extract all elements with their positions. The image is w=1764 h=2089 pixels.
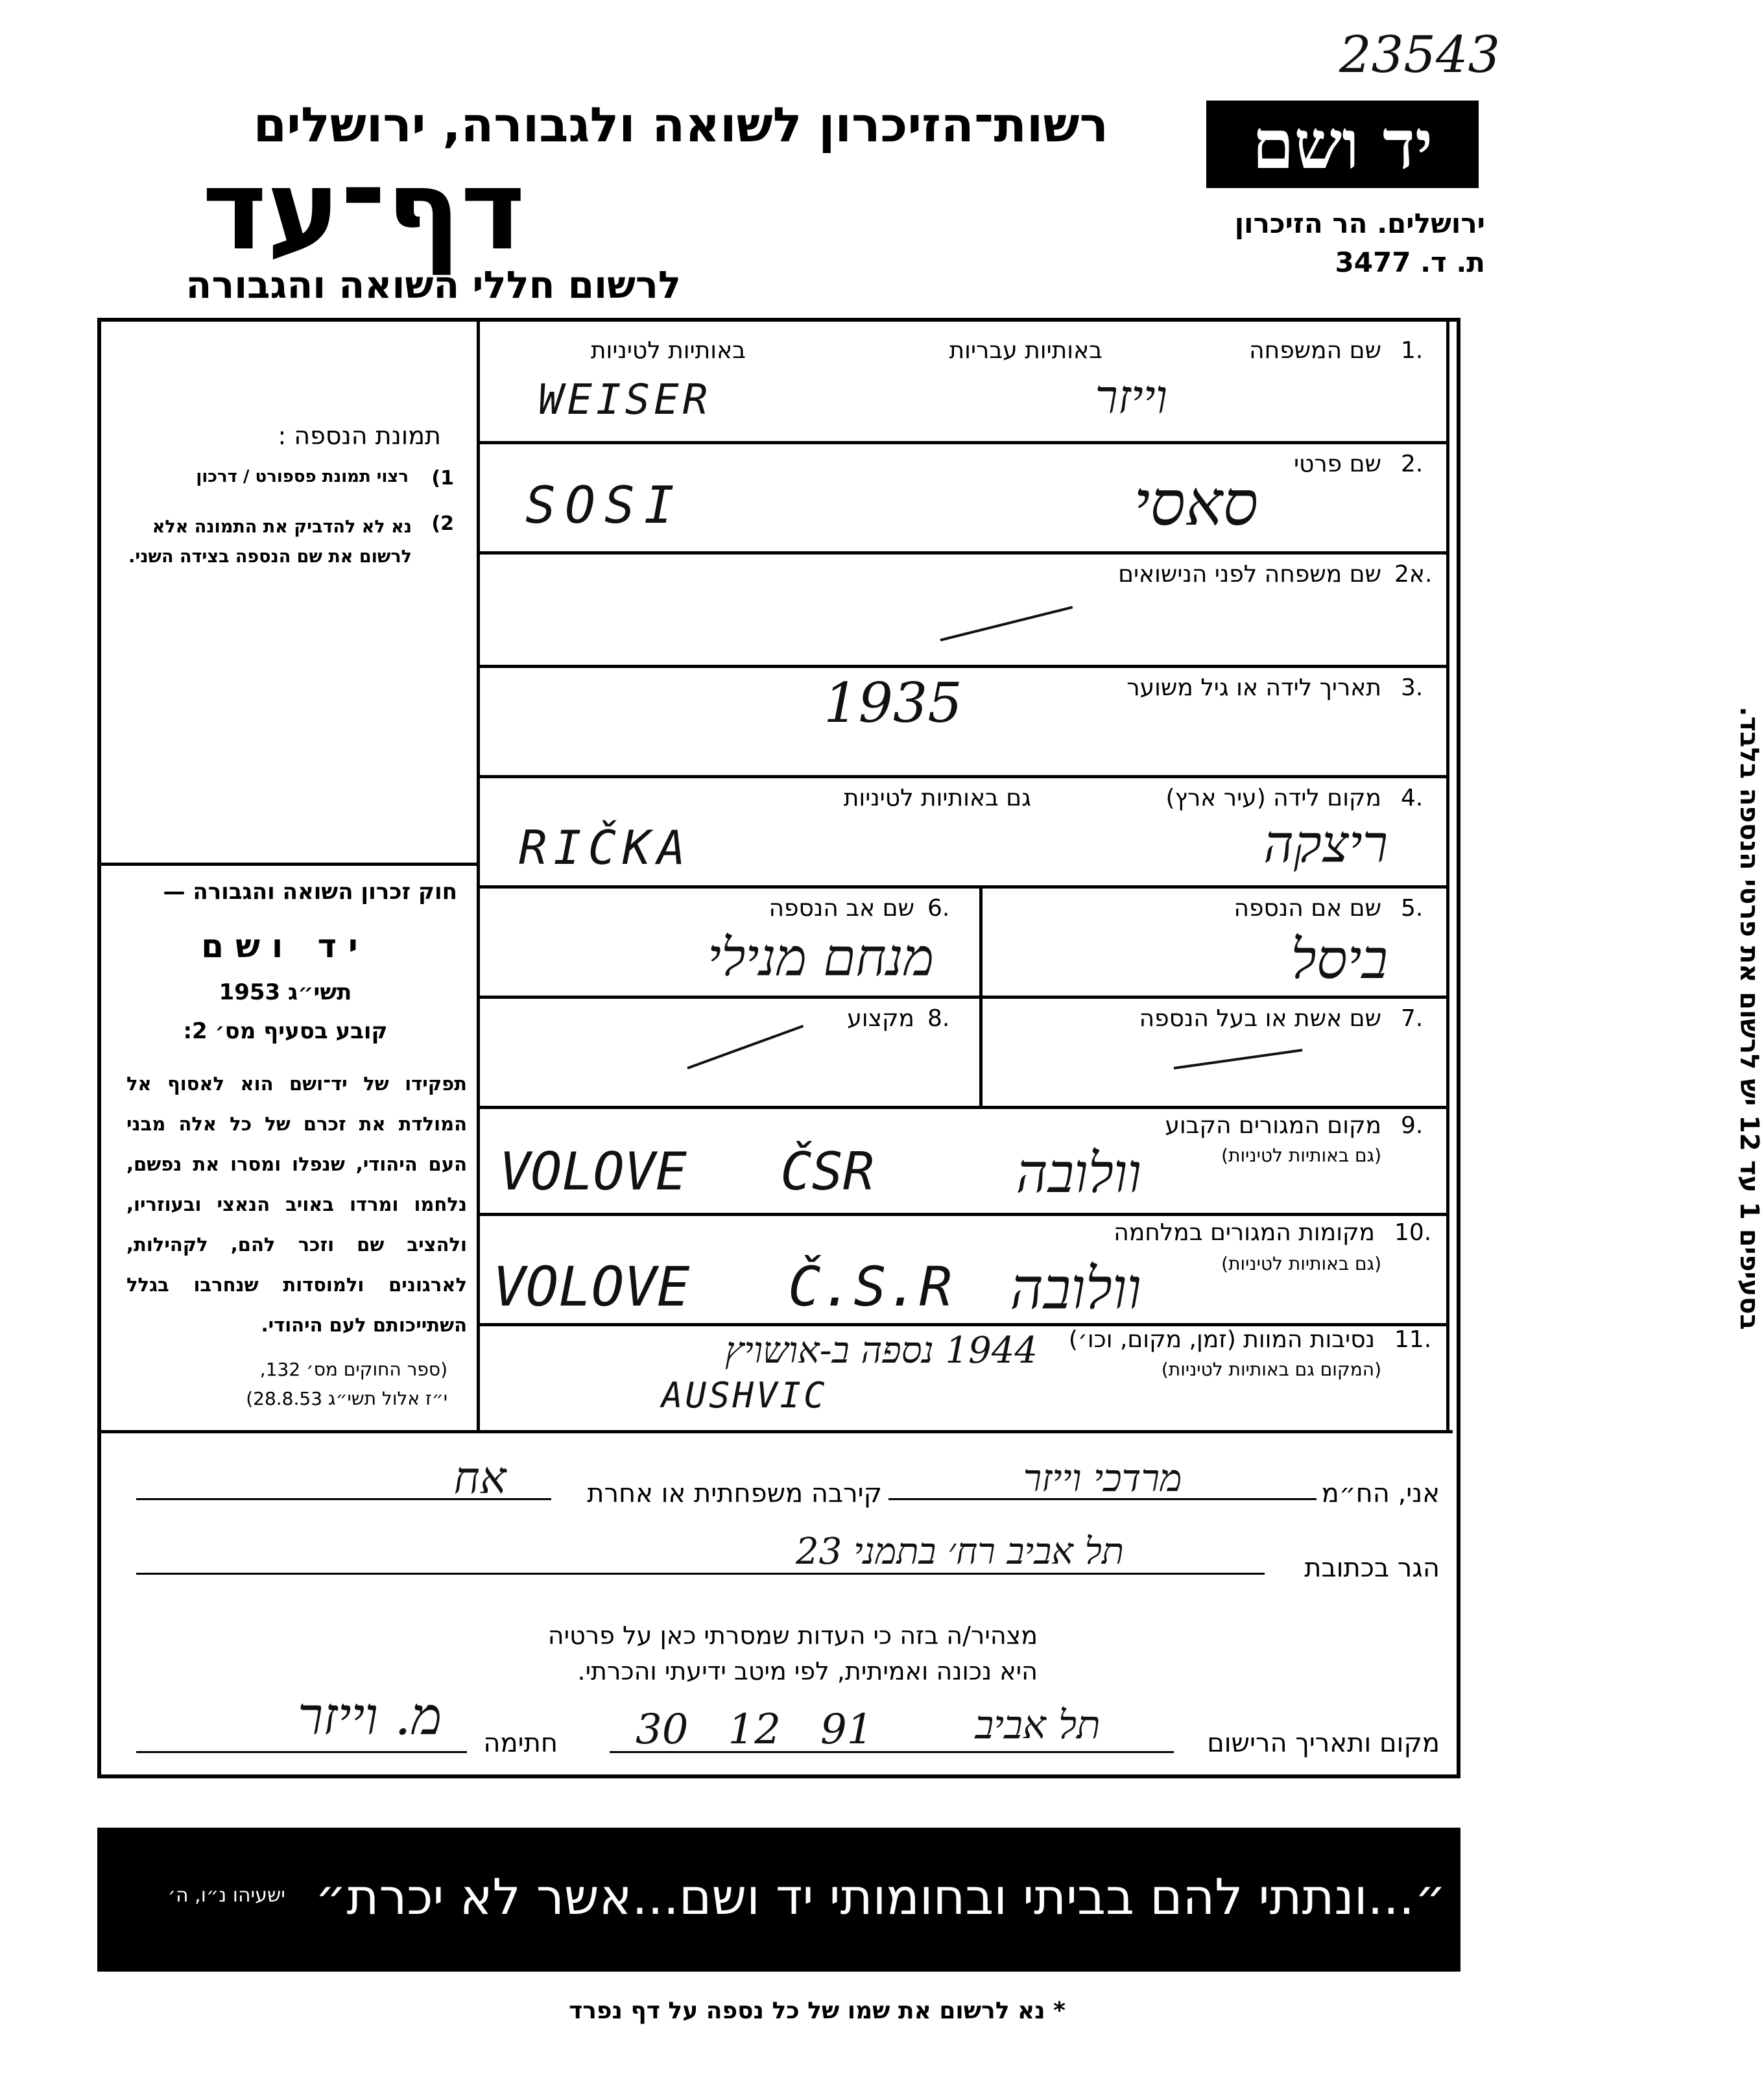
field-8-num: 8. xyxy=(927,1005,950,1032)
law-ref-1: (ספר החוקים מס׳ 132, xyxy=(259,1359,447,1380)
field-1-label: שם המשפחה xyxy=(1249,337,1381,364)
field-1-lat-value: WEISER xyxy=(538,376,712,424)
field-1-num: 1. xyxy=(1401,337,1424,364)
field-2-num: 2. xyxy=(1401,451,1424,477)
statement-line-2: היא נכונה ואמיתית, לפי מיטב ידיעתי והכרתי. xyxy=(577,1657,1038,1686)
address-label: הגר בכתובת xyxy=(1304,1553,1440,1583)
banner-source: ישעיהו נ״ו, ה׳ xyxy=(167,1884,285,1907)
fields-right-border xyxy=(1446,318,1449,1433)
field-3-value: 1935 xyxy=(824,671,962,735)
field-7-label: שם אשת או בעל הנספה xyxy=(1139,1005,1381,1032)
field-6-num: 6. xyxy=(927,895,950,922)
field-5-label: שם אם הנספה xyxy=(1234,895,1381,922)
field-10-heb-value: וולובה xyxy=(1010,1255,1141,1322)
field-4-lat-value: RIČKA xyxy=(519,820,692,875)
field-9-heb-value: וולובה xyxy=(1016,1141,1141,1205)
row-sep-5 xyxy=(477,885,1449,889)
yad-vashem-logo xyxy=(1206,101,1479,188)
field-9-lat-value: VOLOVE ČSR xyxy=(499,1141,874,1202)
signature-value: מ. וייזר xyxy=(297,1686,442,1747)
field-10-sub: (גם באותיות לטיניות) xyxy=(1221,1253,1381,1274)
law-year: תשי״ג 1953 xyxy=(219,979,352,1005)
law-name: יד ושם xyxy=(201,927,370,965)
field-10-lat-value: VOLOVE Č.S.R xyxy=(493,1255,953,1319)
declarant-value: מרדכי וייזר xyxy=(1023,1456,1182,1500)
law-title: חוק זכרון השואה והגבורה — xyxy=(163,879,457,905)
field-4-heb-value: ריצקה xyxy=(1263,814,1388,874)
relation-value: אח xyxy=(453,1453,507,1504)
field-11-value-heb: 1944 נספה ב-אושויץ xyxy=(724,1330,1038,1372)
column-divider xyxy=(477,318,480,1433)
row-sep-8 xyxy=(477,1213,1449,1216)
relation-label: קירבה משפחתית או אחרת xyxy=(587,1479,882,1509)
field-11-sub: (המקום גם באותיות לטיניות) xyxy=(1161,1359,1381,1380)
field-9-num: 9. xyxy=(1401,1112,1424,1139)
field-2-heb-value: סאסי xyxy=(1134,467,1258,540)
statement-line-1: מצהיר/ה בזה כי העדות שמסרתי כאן על פרטיה xyxy=(547,1621,1038,1650)
field-2-lat-value: SOSI xyxy=(525,477,684,535)
archive-number: 23543 xyxy=(1339,26,1501,84)
field-7-num: 7. xyxy=(1401,1005,1424,1032)
side-note: בסעיפים 1 עד 12 יש לרשום את פרטי הנספה בלבד. xyxy=(1734,706,1764,1330)
declarant-label: אני, הח״מ xyxy=(1321,1479,1440,1509)
row-sep-2 xyxy=(477,551,1449,555)
field-5-value: ביסל xyxy=(1291,927,1388,991)
address-line-2: ת. ד. 3477 xyxy=(1335,246,1485,278)
field-2a-label: שם משפחה לפני הנישואים xyxy=(1118,561,1381,588)
signature-line xyxy=(136,1751,467,1753)
field-6-value: מנחם מנילי xyxy=(708,927,934,988)
signature-label: חתימה xyxy=(483,1728,558,1758)
row-sep-4 xyxy=(477,775,1449,778)
split-5-6 xyxy=(979,885,983,996)
field-3-num: 3. xyxy=(1401,674,1424,701)
field-2-label: שם פרטי xyxy=(1293,451,1381,477)
law-text: תפקידו של יד־ושם הוא לאסוף אל המולדת את זכרם של כל אלה מבני העם היהודי, שנפלו ומסרו את נפשם, נלחמו ומרדו באויב הנאצי ובעוזריו, ולהציב שם וזכר להם, לקהילות, לארגונים ולמוסדות שנחרבו בגלל השתייכותם לעם היהודי. xyxy=(126,1073,467,1336)
photo-note-1-num: 1) xyxy=(431,467,454,490)
address-value: תל אביב רח׳ בתמני 23 xyxy=(796,1531,1124,1573)
footer-note: * נא לרשום את שמו של כל נספה על דף נפרד xyxy=(569,1998,1066,2024)
photo-box-title: תמונת הנספה : xyxy=(278,422,441,450)
photo-note-1: רצוי תמונת פספורט / דרכון xyxy=(196,467,409,486)
place-value: תל אביב xyxy=(975,1702,1101,1748)
address-line-1: ירושלים. הר הזיכרון xyxy=(1234,208,1485,239)
field-11-label: נסיבות המוות (זמן, מקום, וכו׳) xyxy=(1068,1326,1375,1353)
logo-text: יד ושם xyxy=(1252,104,1433,184)
banner-quote: ״...ונתתי להם בביתי ובחומותי יד ושם...אשר לא יכרת״ xyxy=(315,1868,1446,1926)
field-6-label: שם אב הנספה xyxy=(769,895,914,922)
row-sep-6 xyxy=(477,996,1449,999)
left-column-divider xyxy=(97,863,480,866)
row-sep-3 xyxy=(477,665,1449,668)
address-line xyxy=(136,1573,1265,1575)
field-4-lat-label: גם באותיות לטיניות xyxy=(843,785,1031,811)
field-4-num: 4. xyxy=(1401,785,1424,811)
law-ref-2: י״ז אלול תשי״ג 28.8.53) xyxy=(246,1388,447,1409)
field-8-label: מקצוע xyxy=(847,1005,914,1032)
field-11-num: 11. xyxy=(1394,1326,1432,1353)
field-9-sub: (גם באותיות לטיניות) xyxy=(1221,1145,1381,1166)
split-7-8 xyxy=(979,996,983,1106)
field-1-heb-label: באותיות עבריות xyxy=(949,337,1102,364)
law-section: קובע בסעיף מס׳ 2: xyxy=(183,1018,388,1044)
photo-note-2-num: 2) xyxy=(431,512,454,535)
row-sep-1 xyxy=(477,441,1449,444)
field-11-value-lat: AUSHVIC xyxy=(662,1375,828,1416)
photo-note-2: נא לא להדביק את התמונה אלא לרשום את שם הנספה בצידה השני. xyxy=(128,517,412,567)
institution-line: רשות־הזיכרון לשואה ולגבורה, ירושלים xyxy=(253,97,1108,153)
field-10-label: מקומות המגורים במלחמה xyxy=(1114,1219,1375,1246)
form-title: דף־עד xyxy=(202,147,525,275)
field-1-heb-value: וייזר xyxy=(1095,370,1167,424)
field-4-label: מקום לידה (עיר ארץ) xyxy=(1165,785,1381,811)
field-10-num: 10. xyxy=(1394,1219,1432,1246)
form-subtitle: לרשום חללי השואה והגבורה xyxy=(185,263,681,307)
field-5-num: 5. xyxy=(1401,895,1424,922)
place-date-label: מקום ותאריך הרישום xyxy=(1207,1728,1440,1758)
field-2a-num: 2א. xyxy=(1394,561,1433,588)
field-3-label: תאריך לידה או גיל משוער xyxy=(1126,674,1381,701)
field-9-label: מקום המגורים הקבוע xyxy=(1165,1112,1381,1139)
date-value: 30 12 91 xyxy=(636,1706,874,1754)
row-sep-7 xyxy=(477,1106,1449,1109)
row-sep-10 xyxy=(97,1430,1453,1433)
field-1-lat-label: באותיות לטיניות xyxy=(590,337,746,364)
